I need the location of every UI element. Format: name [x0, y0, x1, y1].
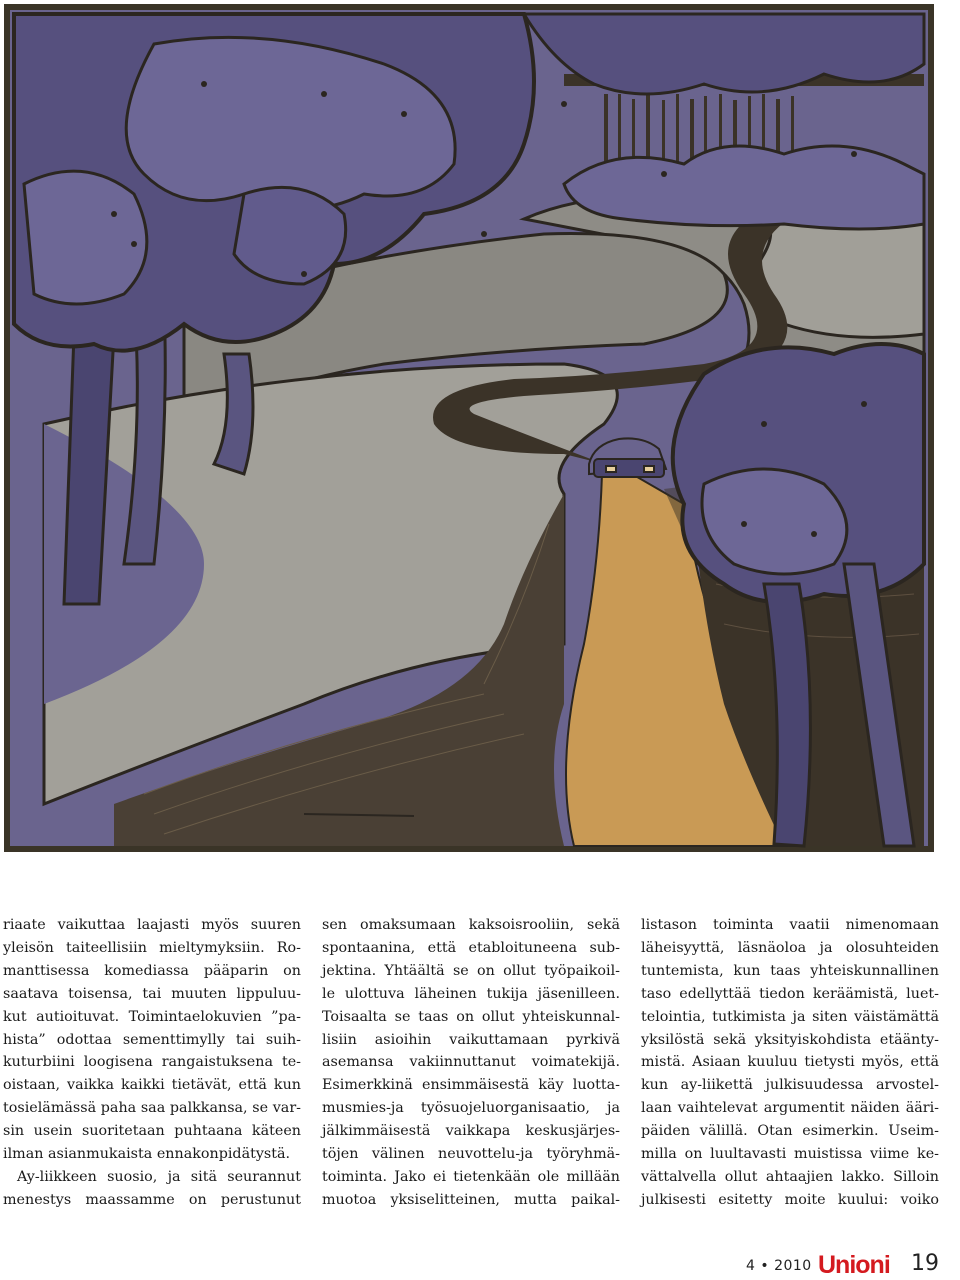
text-line: tuntemista, kun taas yhteiskunnallinen [641, 962, 939, 979]
text-line: taso edellyttää tiedon keräämistä, luet- [641, 985, 939, 1002]
text-line: telointia, tutkimista ja siten väistämättä [641, 1008, 939, 1025]
text-line: manttisessa komediassa pääparin on [3, 962, 301, 979]
text-line: listason toiminta vaatii nimenomaan [641, 917, 939, 933]
text-line: Esimerkkinä ensimmäisestä käy luotta- [322, 1077, 620, 1094]
text-line: hista” odottaa sementtimylly tai suih- [3, 1031, 301, 1048]
text-line: kuturbiini loogisena rangaistuksena te- [3, 1054, 301, 1071]
text-line: yleisön taiteellisiin mieltymyksiin. Ro- [3, 939, 301, 956]
text-line: milla on luultavasti muistissa viime ke- [641, 1146, 939, 1163]
text-line: lisiin asioihin vaikuttamaan pyrkivä [322, 1031, 620, 1048]
text-line: jektina. Yhtäältä se on ollut työpaikoil- [322, 962, 620, 979]
page-footer [740, 1248, 940, 1278]
text-line: asemansa vakiinnuttanut voimatekijä. [322, 1054, 620, 1071]
text-line: läheisyyttä, läsnäoloa ja olosuhteiden [641, 939, 939, 956]
text-line: le ulottuva läheinen tukija jäsenilleen. [322, 985, 620, 1002]
text-line: sin usein suoritetaan puhtaana käteen [3, 1123, 301, 1140]
illustration-night-road [4, 4, 934, 852]
text-line: laan vaihtelevat argumentit näiden ääri- [641, 1100, 939, 1117]
text-line: menestys maassamme on perustunut [3, 1191, 301, 1208]
text-line: riaate vaikuttaa laajasti myös suuren [3, 917, 301, 933]
text-line: toiminta. Jako ei tietenkään ole millään [322, 1168, 620, 1185]
text-line: tosielämässä paha saa palkkansa, se var- [3, 1100, 301, 1117]
paragraph [641, 914, 939, 1212]
text-line: yksilöstä sekä yksityiskohdista etäänty- [641, 1031, 939, 1048]
text-line: töjen välinen neuvottelu-ja työryhmä- [322, 1146, 620, 1163]
paragraph [322, 914, 620, 1212]
paragraph [3, 1166, 301, 1212]
text-line: jälkimmäisestä vaikkapa keskusjärjes- [322, 1123, 620, 1140]
issue-number: 4 • 2010 [746, 1258, 812, 1274]
paragraph [3, 914, 301, 1166]
text-line: mistä. Asiaan kuuluu tietysti myös, että [641, 1054, 939, 1071]
magazine-logo: Unioni [818, 1251, 890, 1279]
text-line: spontaanina, että etabloituneena sub- [322, 939, 620, 956]
article-column-2 [322, 914, 620, 1212]
text-line: muotoa yksiselitteinen, mutta paikal- [322, 1191, 620, 1208]
text-line: Toisaalta se taas on ollut yhteiskunnal- [322, 1008, 620, 1025]
text-line: Ay-liikkeen suosio, ja sitä seurannut [17, 1168, 301, 1185]
text-line: kun ay-liikettä julkisuudessa arvostel- [641, 1077, 939, 1094]
page-number: 19 [911, 1251, 939, 1276]
text-line: musmies-ja työsuojeluorganisaatio, ja [322, 1100, 620, 1117]
text-line: vättalvella ollut ahtaajien lakko. Silloin [641, 1168, 939, 1185]
text-line: saatava toisensa, tai muuten lippuluu- [3, 985, 301, 1002]
text-line: päiden välillä. Otan esimerkin. Useim- [641, 1123, 939, 1140]
text-line: sen omaksumaan kaksoisrooliin, sekä [322, 917, 620, 933]
illustration-svg [4, 4, 934, 852]
text-line: oistaan, vaikka kaikki tietävät, että kun [3, 1077, 301, 1094]
text-line: julkisesti esitetty moite kuului: voiko [641, 1191, 939, 1208]
text-line: ilman asianmukaista ennakonpidätystä. [3, 1146, 291, 1163]
article-column-1 [3, 914, 301, 1212]
text-line: kut autioituvat. Toimintaelokuvien ”pa- [3, 1008, 301, 1025]
article-column-3 [641, 914, 939, 1212]
